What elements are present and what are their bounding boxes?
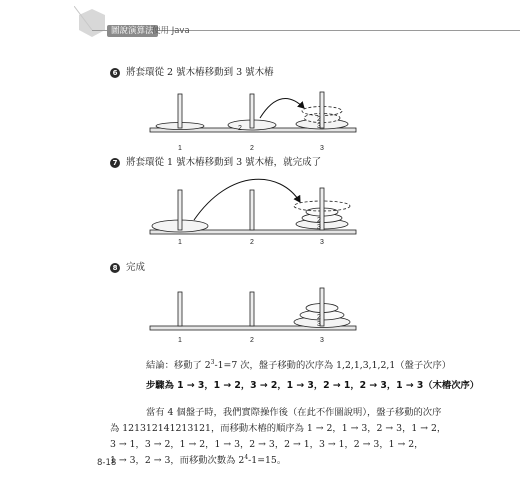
peg-label: 1: [178, 337, 182, 344]
step-description: 將套環從 2 號木樁移動到 3 號木樁: [126, 67, 274, 78]
paragraph-line: 當有 4 個盤子時，我們實際操作後（在此不作圖說明），盤子移動的次序: [146, 407, 442, 418]
peg-label: 1: [178, 145, 182, 152]
book-subtitle: 使用 Java: [152, 26, 190, 36]
step-number-badge: 8: [110, 263, 120, 273]
step-description: 將套環從 1 號木樁移動到 3 號木樁，就完成了: [126, 157, 322, 168]
hexagon-logo-icon: [74, 6, 110, 40]
step-number-badge: 6: [110, 68, 120, 78]
disk-label: 2: [317, 314, 321, 321]
hanoi-diagram-step-6: [140, 88, 380, 156]
page-number: 8-18: [97, 458, 117, 468]
disk-label: 3: [317, 224, 321, 231]
peg-label: 3: [320, 239, 324, 246]
conclusion-text: 結論：移動了 $2^3-1=7$ 次，盤子移動的次序為 1,2,1,3,1,2,1（盤子次序）: [146, 358, 452, 371]
hanoi-diagram-step-7: [140, 176, 380, 250]
book-title-badge: 圖說演算法: [107, 25, 158, 37]
disk-label: 2: [317, 116, 321, 123]
paragraph-line: 1 → 3，2 → 3，而移動次數為 $2^4-1=15$。: [110, 453, 287, 466]
disk-label: 3: [317, 321, 321, 328]
disk-label: 2: [238, 125, 242, 132]
peg-label: 3: [320, 337, 324, 344]
peg-label: 2: [250, 337, 254, 344]
peg-label: 2: [250, 145, 254, 152]
paragraph-line: 3 → 1，3 → 2，1 → 2，1 → 3，2 → 3，2 → 1，3 → 1，2 → 3，1 → 2，: [110, 439, 424, 450]
disk-label: 3: [317, 123, 321, 130]
peg-label: 2: [250, 239, 254, 246]
step-number-badge: 7: [110, 158, 120, 168]
step-description: 完成: [126, 262, 146, 273]
paragraph-line: 為 121312141213121，而移動木樁的順序為 1 → 2，1 → 3，2 → 3，1 → 2，: [110, 423, 447, 434]
move-sequence: 步驟為 1 → 3，1 → 2，3 → 2，1 → 3，2 → 1，2 → 3，1 → 3（木樁次序）: [146, 380, 480, 391]
peg-label: 3: [320, 145, 324, 152]
peg-label: 1: [178, 239, 182, 246]
hanoi-diagram-step-8: [140, 282, 380, 352]
disk-label: 2: [317, 217, 321, 224]
